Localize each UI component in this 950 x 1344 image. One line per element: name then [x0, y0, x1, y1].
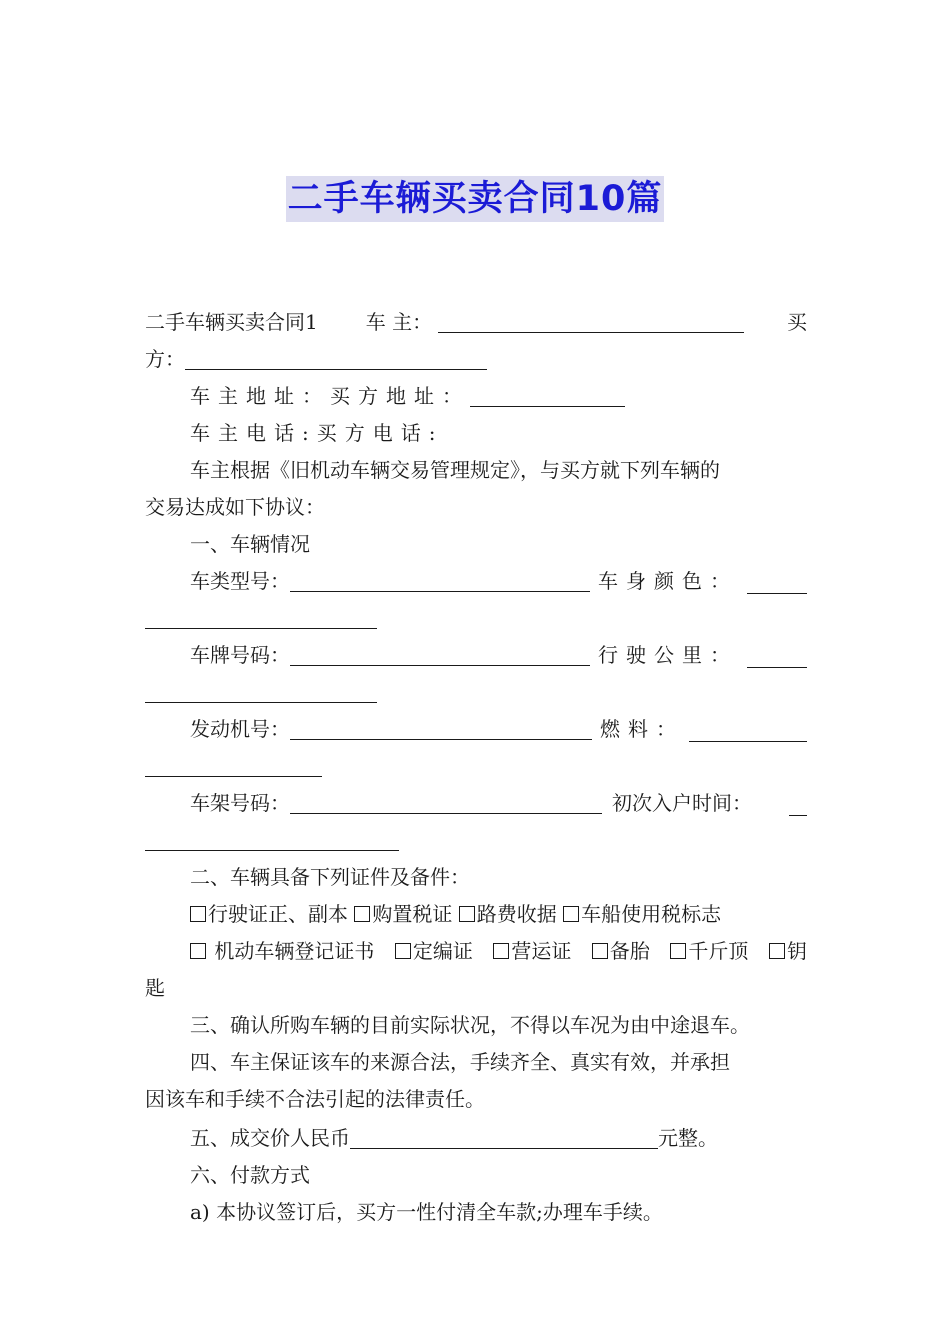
doc-item: 千斤顶	[688, 939, 749, 963]
section3-text: 三、确认所购车辆的目前实际状况，不得以车况为由中途退车。	[190, 1013, 750, 1037]
checkbox-icon[interactable]	[190, 906, 206, 922]
first-reg-label: 初次入户时间：	[612, 791, 752, 815]
section6-heading: 六、付款方式	[190, 1163, 310, 1187]
plate-label: 车牌号码：	[190, 643, 290, 667]
buyer-blank	[185, 343, 487, 370]
checkbox-icon[interactable]	[769, 943, 785, 959]
price-blank	[350, 1122, 658, 1149]
section5-row	[145, 1120, 807, 1157]
owner-blank	[438, 306, 744, 333]
contract-body	[145, 304, 807, 1231]
parties-line	[145, 304, 807, 341]
owner-label: 车 主：	[365, 310, 433, 334]
doc-item: 行驶证正、副本	[208, 902, 348, 926]
doc-item: 机动车辆登记证书	[214, 939, 375, 963]
checkbox-icon[interactable]	[190, 943, 206, 959]
checkbox-icon[interactable]	[459, 906, 475, 922]
checkbox-icon[interactable]	[395, 943, 411, 959]
engine-label: 发动机号：	[190, 717, 290, 741]
address-line	[145, 378, 807, 415]
section6-item-a: a) 本协议签订后，买方一性付清全车款;办理车手续。	[190, 1200, 663, 1224]
documents-row-1	[145, 896, 807, 933]
intro-line-1: 车主根据《旧机动车辆交易管理规定》，与买方就下列车辆的	[190, 458, 720, 482]
document-title-wrap	[0, 176, 950, 222]
fuel-blank-cont	[145, 750, 322, 777]
contract-number: 二手车辆买卖合同1	[145, 310, 318, 334]
doc-item: 备胎	[609, 939, 650, 963]
car-type-label: 车类型号：	[190, 569, 290, 593]
documents-row-2-cont: 匙	[145, 976, 165, 1000]
car-type-row-cont	[145, 600, 807, 637]
checkbox-icon[interactable]	[563, 906, 579, 922]
body-color-blank	[747, 567, 807, 594]
buyer-phone-label: 买方电话:	[316, 421, 444, 445]
fuel-blank	[689, 715, 807, 742]
doc-item: 车船使用税标志	[581, 902, 722, 926]
frame-row-cont	[145, 822, 807, 859]
price-label: 五、成交价人民币	[190, 1126, 350, 1150]
plate-row-cont	[145, 674, 807, 711]
documents-row-2	[145, 933, 807, 970]
engine-row	[145, 711, 807, 748]
plate-blank	[290, 639, 590, 666]
first-reg-blank-cont	[145, 824, 399, 851]
mileage-blank-cont	[145, 676, 377, 703]
owner-address-label: 车主地址：	[190, 384, 330, 408]
doc-item: 路费收据	[476, 902, 557, 926]
checkbox-icon[interactable]	[592, 943, 608, 959]
buyer-address-label: 买方地址：	[330, 384, 470, 408]
document-title: 二手车辆买卖合同10篇	[286, 176, 665, 222]
frame-blank	[290, 787, 602, 814]
section2-heading: 二、车辆具备下列证件及备件：	[190, 865, 470, 889]
mileage-label: 行驶公里：	[598, 643, 738, 667]
body-color-label: 车身颜色：	[598, 569, 738, 593]
first-reg-blank	[789, 789, 807, 816]
doc-item: 定编证	[412, 939, 473, 963]
checkbox-icon[interactable]	[493, 943, 509, 959]
section1-heading: 一、车辆情况	[190, 532, 310, 556]
section4-line-2: 因该车和手续不合法引起的法律责任。	[145, 1087, 485, 1111]
price-suffix: 元整。	[658, 1126, 718, 1150]
owner-phone-label: 车主电话:	[190, 421, 317, 445]
checkbox-icon[interactable]	[354, 906, 370, 922]
frame-label: 车架号码：	[190, 791, 290, 815]
checkbox-icon[interactable]	[670, 943, 686, 959]
doc-item: 营运证	[511, 939, 572, 963]
buyer-line	[145, 341, 807, 378]
car-type-blank	[290, 565, 590, 592]
plate-row	[145, 637, 807, 674]
mileage-blank	[747, 641, 807, 668]
buyer-label-part1: 买	[787, 310, 807, 334]
frame-row	[145, 785, 807, 822]
buyer-address-blank	[470, 380, 625, 407]
phone-line	[145, 415, 807, 452]
engine-row-cont	[145, 748, 807, 785]
buyer-label-part2: 方：	[145, 347, 185, 371]
intro-line-2: 交易达成如下协议：	[145, 495, 325, 519]
engine-blank	[290, 713, 592, 740]
section4-line-1: 四、车主保证该车的来源合法，手续齐全、真实有效，并承担	[190, 1050, 730, 1074]
body-color-blank-cont	[145, 602, 377, 629]
fuel-label: 燃料：	[600, 717, 684, 741]
doc-item: 钥	[786, 939, 807, 963]
car-type-row	[145, 563, 807, 600]
doc-item: 购置税证	[372, 902, 453, 926]
